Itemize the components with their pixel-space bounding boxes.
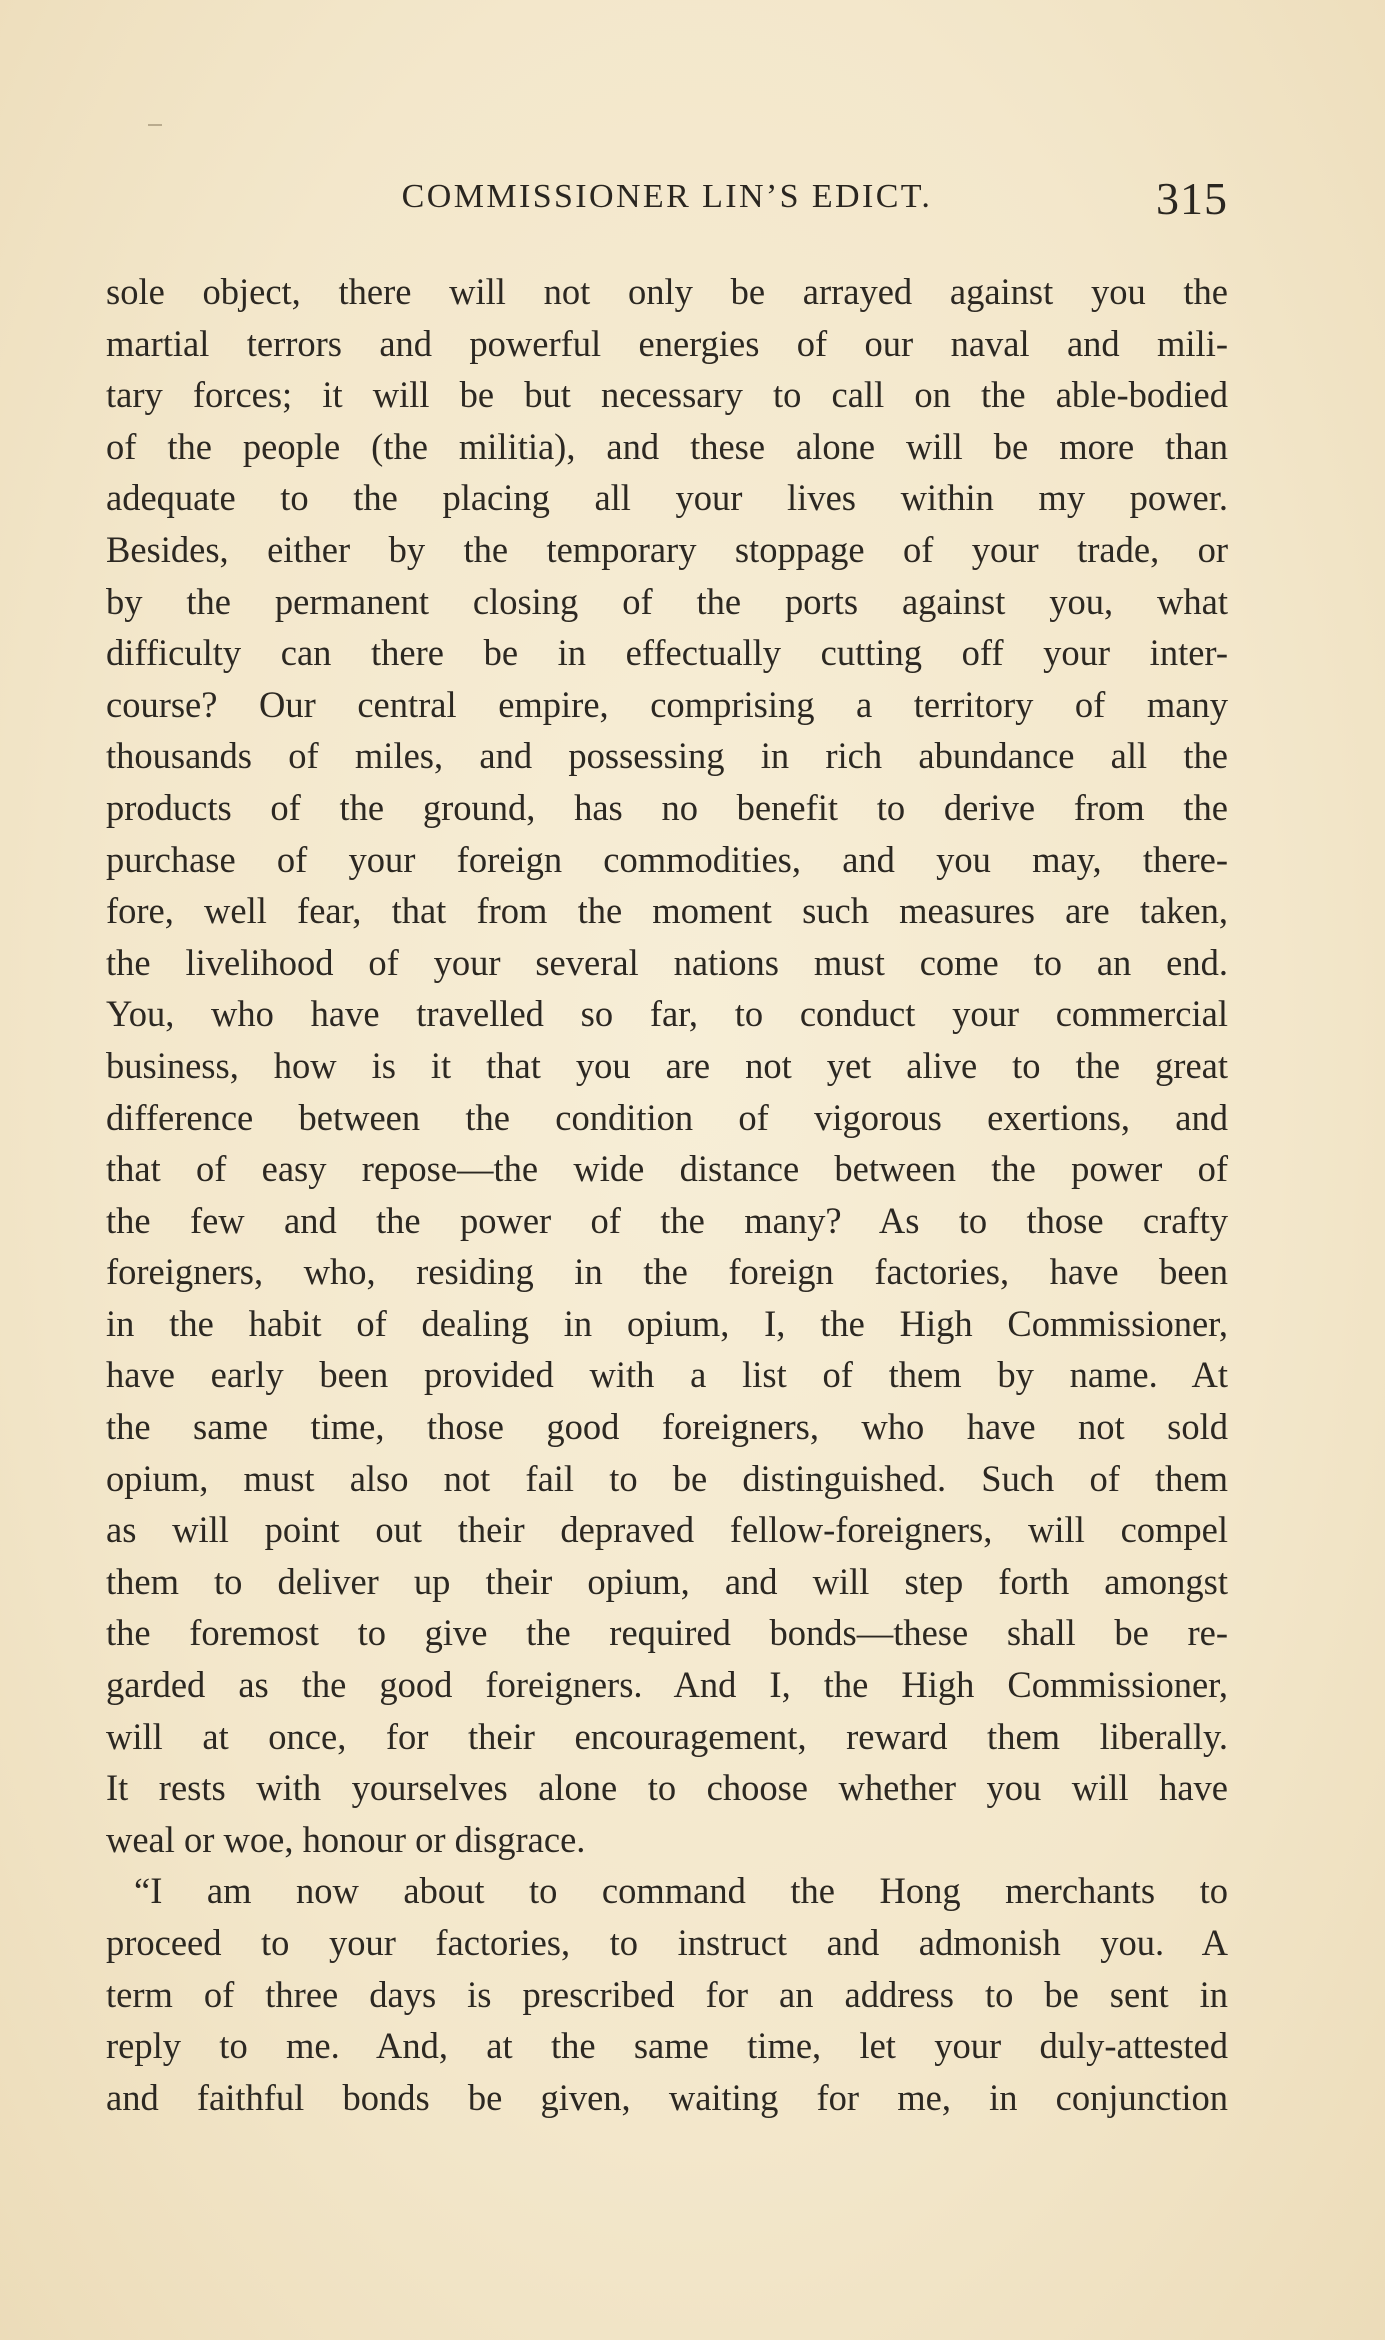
text-line: thousands of miles, and possessing in rich abundance all the xyxy=(106,735,1228,777)
text-line: that of easy repose—the wide distance between the power of xyxy=(106,1148,1228,1190)
text-line: foreigners, who, residing in the foreign factories, have been xyxy=(106,1251,1228,1293)
text-line: as will point out their depraved fellow-foreigners, will compel xyxy=(106,1509,1228,1551)
paragraph-end-line: weal or woe, honour or disgrace. xyxy=(106,1818,586,1860)
text-line: It rests with yourselves alone to choose whether you will have xyxy=(106,1767,1228,1809)
running-title: COMMISSIONER LIN’S EDICT. xyxy=(401,178,933,215)
text-line: tary forces; it will be but necessary to call on the able-bodied xyxy=(106,374,1228,416)
text-line: by the permanent closing of the ports against you, what xyxy=(106,580,1228,622)
paragraph-start-line: “I am now about to command the Hong merchants to xyxy=(134,1870,1228,1912)
text-line: opium, must also not fail to be distinguished. Such of them xyxy=(106,1457,1228,1499)
text-line: them to deliver up their opium, and will step forth amongst xyxy=(106,1560,1228,1602)
text-line: difference between the condition of vigorous exertions, and xyxy=(106,1096,1228,1138)
text-line: products of the ground, has no benefit to derive from the xyxy=(106,786,1228,828)
text-line: difficulty can there be in effectually cutting off your inter- xyxy=(106,632,1228,674)
page-header xyxy=(106,172,1228,232)
text-line: course? Our central empire, comprising a territory of many xyxy=(106,683,1228,725)
text-line: adequate to the placing all your lives within my power. xyxy=(106,477,1228,519)
text-line: martial terrors and powerful energies of our naval and mili- xyxy=(106,322,1228,364)
text-line: Besides, either by the temporary stoppage of your trade, or xyxy=(106,528,1228,570)
margin-mark xyxy=(148,124,162,126)
text-line: term of three days is prescribed for an address to be sent in xyxy=(106,1973,1228,2015)
page-number: 315 xyxy=(1156,173,1228,224)
text-line: sole object, there will not only be arrayed against you the xyxy=(106,271,1228,312)
text-line: You, who have travelled so far, to conduct your commercial xyxy=(106,993,1228,1035)
text-line: the livelihood of your several nations must come to an end. xyxy=(106,941,1228,983)
text-line: and faithful bonds be given, waiting for me, in conjunction xyxy=(106,2076,1228,2118)
text-line: reply to me. And, at the same time, let your duly-attested xyxy=(106,2025,1228,2067)
text-line: garded as the good foreigners. And I, the High Commissioner, xyxy=(106,1664,1228,1706)
text-line: will at once, for their encouragement, reward them liberally. xyxy=(106,1715,1228,1757)
text-line: the foremost to give the required bonds—these shall be re- xyxy=(106,1612,1228,1654)
text-line: the same time, those good foreigners, who have not sold xyxy=(106,1406,1228,1448)
body-text xyxy=(106,266,1228,2123)
text-line: business, how is it that you are not yet alive to the great xyxy=(106,1044,1228,1086)
text-line: in the habit of dealing in opium, I, the High Commissioner, xyxy=(106,1302,1228,1344)
text-line: purchase of your foreign commodities, and you may, there- xyxy=(106,838,1228,880)
text-line: have early been provided with a list of them by name. At xyxy=(106,1354,1228,1396)
text-line: the few and the power of the many? As to those crafty xyxy=(106,1199,1228,1241)
text-line: fore, well fear, that from the moment such measures are taken, xyxy=(106,890,1228,932)
text-line: proceed to your factories, to instruct and admonish you. A xyxy=(106,1922,1228,1963)
text-line: of the people (the militia), and these alone will be more than xyxy=(106,425,1228,467)
